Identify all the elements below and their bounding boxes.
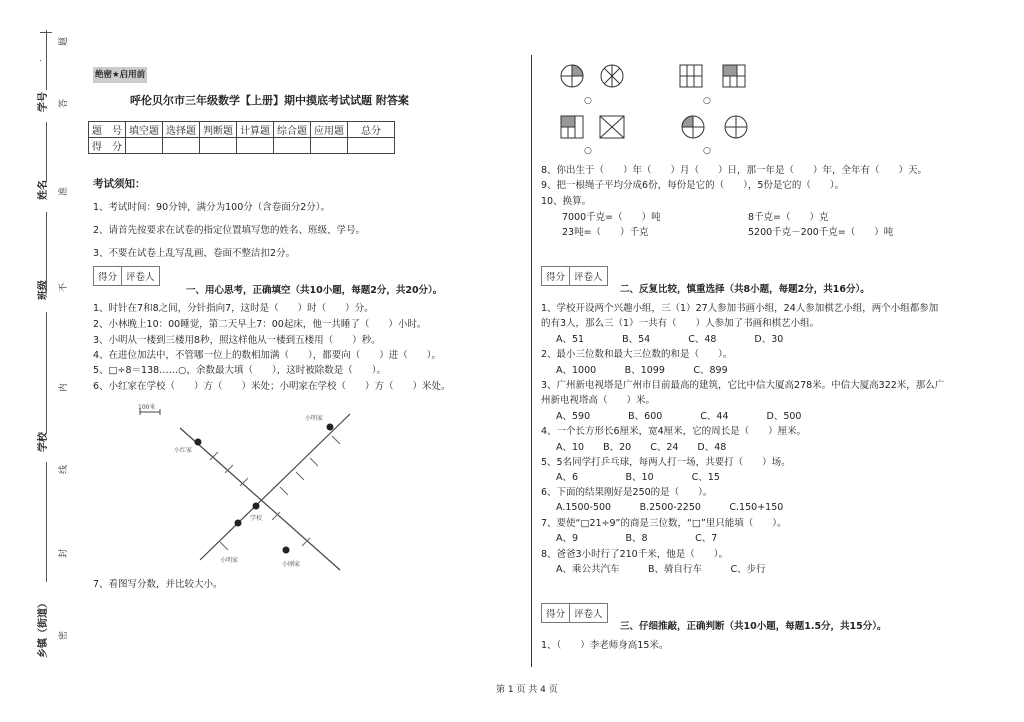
option-line: A、乘公共汽车 B、骑自行车 C、步行: [556, 564, 766, 575]
notice-item: 1、考试时间：90分钟，满分为100分（含卷面分2分）。: [93, 202, 331, 213]
grader-box: [541, 603, 608, 623]
notice-heading: 考试须知：: [93, 178, 146, 190]
page-footer: 第 1 页 共 4 页: [496, 685, 558, 695]
secret-mark: 绝密★启用前: [93, 67, 147, 83]
seal-char: 准: [59, 186, 69, 196]
option-line: A、6 B、10 C、15: [556, 472, 720, 483]
map-scale: 100米: [138, 404, 156, 411]
grader-box: [93, 266, 160, 286]
label-class: 班级: [38, 280, 49, 300]
question: 10、换算。: [541, 196, 592, 207]
map-label: 小明家: [305, 415, 324, 422]
seal-char: 答: [59, 98, 69, 108]
seal-char: 封: [59, 548, 69, 558]
fraction-pictures: [560, 64, 760, 154]
option-line: A、51 B、54 C、48 D、30: [556, 334, 784, 345]
section3-title: 三、仔细推敲，正确判断（共10小题，每题1.5分，共15分）。: [620, 621, 887, 632]
map-label: 小明家: [220, 557, 239, 564]
question-line: 5、5名同学打乒乓球，每两人打一场，共要打（ ）场。: [541, 457, 791, 468]
compare-circle: ○: [584, 146, 592, 154]
seal-char: 不: [59, 282, 69, 292]
cell: 得 分: [89, 138, 126, 154]
label-id: 学号: [38, 92, 49, 112]
question: 6、小红家在学校（ ）方（ ）米处；小明家在学校（ ）方（ ）米处。: [93, 381, 451, 392]
seal-char: 线: [59, 464, 69, 474]
label-province: 乡镇（街道）: [38, 598, 49, 658]
compare-circle: ○: [703, 146, 711, 154]
notice-item: 3、不要在试卷上乱写乱画，卷面不整洁扣2分。: [93, 248, 296, 259]
cell: 题 号: [89, 122, 126, 138]
seal-char: 内: [59, 382, 69, 392]
cell: 总分: [348, 122, 395, 138]
compare-circle: ○: [584, 96, 592, 106]
school-map: [130, 400, 370, 580]
grader-label: 评卷人: [574, 272, 603, 283]
notice-item: 2、请首先按要求在试卷的指定位置填写您的姓名、班级、学号。: [93, 225, 366, 236]
label-school: 学校: [38, 432, 49, 452]
question: 2、小林晚上10：00睡觉，第二天早上7：00起床，他一共睡了（ ）小时。: [93, 319, 427, 330]
question-line: 7、要使“□21÷9”的商是三位数，“□”里只能填（ ）。: [541, 518, 787, 529]
grader-label: 评卷人: [574, 609, 603, 620]
option-line: A、590 B、600 C、44 D、500: [556, 411, 802, 422]
question-line: 州新电视塔高（ ）米。: [541, 395, 656, 406]
question-line: 3、广州新电视塔是广州市目前最高的建筑，它比中信大厦高278米。中信大厦高322米，那么广: [541, 380, 945, 391]
question: 4、在进位加法中，不管哪一位上的数相加满（ ），都要向（ ）进（ ）。: [93, 350, 442, 361]
section1-title: 一、用心思考，正确填空（共10小题，每题2分，共20分）。: [186, 285, 443, 296]
conversion: 5200千克－200千克=（ ）吨: [748, 227, 894, 238]
cell: 选择题: [163, 122, 200, 138]
option-line: A、9 B、8 C、7: [556, 533, 718, 544]
question: 8、你出生于（ ）年（ ）月（ ）日，那一年是（ ）年，全年有（ ）天。: [541, 165, 928, 176]
option-line: A、1000 B、1099 C、899: [556, 365, 728, 376]
page-title: 呼伦贝尔市三年级数学【上册】期中摸底考试试题 附答案: [130, 94, 409, 107]
question: 1、时针在7和8之间，分针指向7，这时是（ ）时（ ）分。: [93, 303, 374, 314]
question: 5、□÷8＝138……○，余数最大填（ ），这时被除数是（ ）。: [93, 365, 386, 376]
question-line: 4、一个长方形长6厘米，宽4厘米，它的周长是（ ）厘米。: [541, 426, 807, 437]
question: 7、看图写分数，并比较大小。: [93, 579, 223, 590]
section2-title: 二、反复比较，慎重选择（共8小题，每题2分，共16分）。: [620, 284, 870, 295]
compare-circle: ○: [703, 96, 711, 106]
question: 9、把一根绳子平均分成6份，每份是它的（ ），5份是它的（ ）。: [541, 180, 845, 191]
question-line: 1、学校开设两个兴趣小组，三（1）27人参加书画小组，24人参加棋艺小组，两个小组都参加: [541, 303, 939, 314]
grader-label: 评卷人: [126, 272, 155, 283]
question: 3、小明从一楼到三楼用8秒，照这样他从一楼到五楼用（ ）秒。: [93, 335, 381, 346]
conversion: 8千克=（ ）克: [748, 212, 829, 223]
score-label: 得分: [94, 267, 122, 285]
question: 1、（ ）李老师身高15米。: [541, 640, 669, 651]
question-line: 2、最小三位数和最大三位数的和是（ ）。: [541, 349, 733, 360]
cell: 计算题: [237, 122, 274, 138]
question-line: 的有3人，那么三（1）一共有（ ）人参加了书画和棋艺小组。: [541, 318, 820, 329]
question-line: 8、爸爸3小时行了210千米，他是（ ）。: [541, 549, 728, 560]
cell: 填空题: [126, 122, 163, 138]
option-line: A、10 B、20 C、24 D、48: [556, 442, 727, 453]
label-name: 姓名: [38, 180, 49, 200]
score-label: 得分: [542, 604, 570, 622]
map-label: 小刚家: [282, 561, 301, 568]
question-line: 6、下面的结果刚好是250的是（ ）。: [541, 487, 713, 498]
conversion: 23吨=（ ）千克: [562, 227, 649, 238]
seal-char: 密: [59, 630, 69, 640]
cell: 综合题: [274, 122, 311, 138]
conversion: 7000千克=（ ）吨: [562, 212, 661, 223]
grader-box: [541, 266, 608, 286]
score-label: 得分: [542, 267, 570, 285]
cell: 判断题: [200, 122, 237, 138]
score-table: [88, 121, 395, 154]
map-label: 小红家: [174, 447, 193, 454]
cell: 应用题: [311, 122, 348, 138]
seal-char: 题: [59, 36, 69, 46]
option-line: A.1500-500 B.2500-2250 C.150+150: [556, 502, 784, 513]
map-label: 学校: [250, 515, 263, 522]
